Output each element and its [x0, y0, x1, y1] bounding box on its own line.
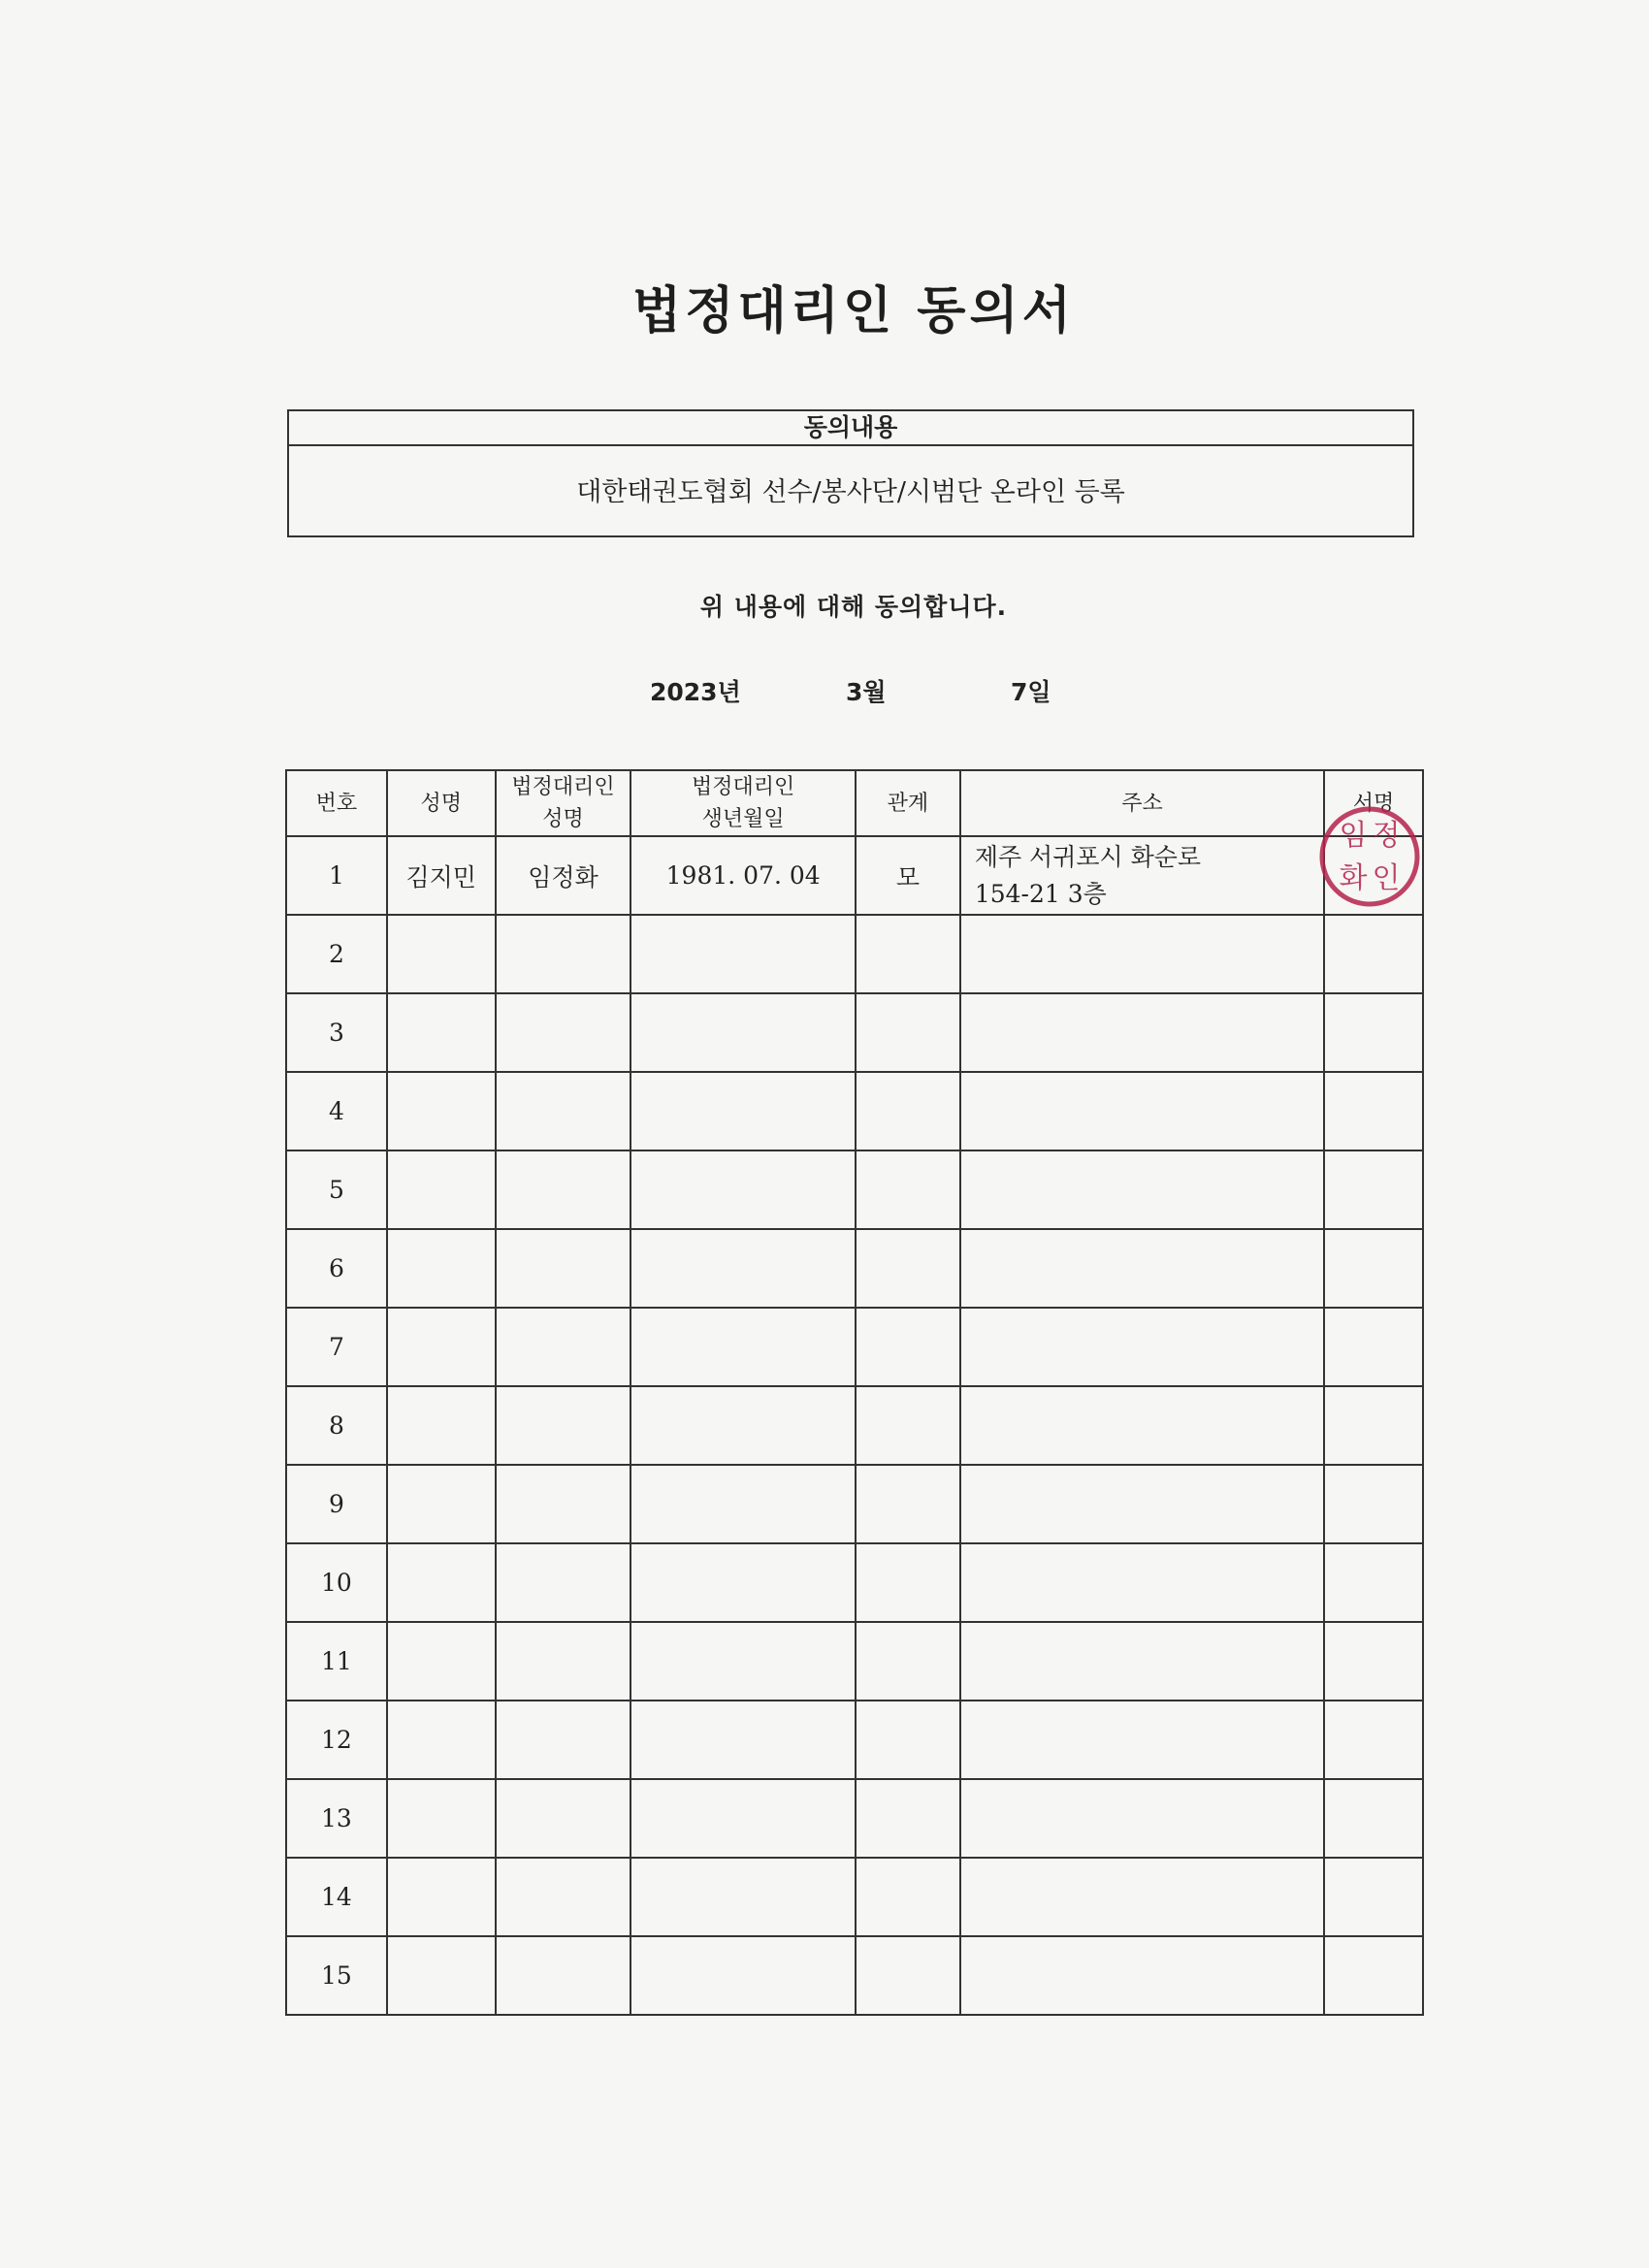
- table-row: [286, 1543, 1423, 1622]
- cell-relation: [856, 1308, 960, 1386]
- cell-guardian: [496, 1308, 631, 1386]
- cell-sign: [1324, 993, 1423, 1072]
- cell-no: 7: [286, 1308, 387, 1386]
- cell-name: [387, 1936, 496, 2015]
- cell-no: 9: [286, 1465, 387, 1543]
- cell-sign: [1324, 1072, 1423, 1150]
- cell-name: [387, 1622, 496, 1701]
- consent-header: 동의내용: [289, 411, 1412, 446]
- cell-address: [960, 1543, 1324, 1622]
- address-line-2: 154-21 3층: [974, 879, 1107, 908]
- cell-guardian: [496, 993, 631, 1072]
- agreement-statement: 위 내용에 대해 동의합니다.: [699, 593, 1008, 621]
- cell-sign: [1324, 915, 1423, 993]
- cell-birth: [630, 1386, 856, 1465]
- cell-guardian: [496, 1779, 631, 1858]
- cell-relation: [856, 1936, 960, 2015]
- header-guardian-birth: [630, 770, 856, 836]
- cell-guardian: [496, 915, 631, 993]
- cell-guardian: [496, 1072, 631, 1150]
- guardian-table: [285, 769, 1424, 2016]
- table-row: [286, 1150, 1423, 1229]
- cell-guardian: [496, 1622, 631, 1701]
- cell-address: [960, 1936, 1324, 2015]
- cell-no: 10: [286, 1543, 387, 1622]
- address-line-1: 제주 서귀포시 화순로: [974, 842, 1202, 871]
- table-row: [286, 1229, 1423, 1308]
- cell-birth: [630, 993, 856, 1072]
- cell-guardian: [496, 1386, 631, 1465]
- cell-sign: [1324, 1936, 1423, 2015]
- cell-no: 5: [286, 1150, 387, 1229]
- cell-name: [387, 1465, 496, 1543]
- cell-no: 14: [286, 1858, 387, 1936]
- svg-text:화: 화: [1339, 861, 1368, 895]
- table-row: [286, 1072, 1423, 1150]
- cell-address: [960, 1701, 1324, 1779]
- cell-relation: [856, 1779, 960, 1858]
- header-relation: 관계: [856, 770, 960, 836]
- svg-text:정: 정: [1372, 819, 1401, 853]
- cell-relation: [856, 1150, 960, 1229]
- cell-name: [387, 1308, 496, 1386]
- cell-guardian: [496, 1465, 631, 1543]
- cell-relation: [856, 1858, 960, 1936]
- cell-name: [387, 1543, 496, 1622]
- table-row: [286, 993, 1423, 1072]
- cell-birth: [630, 1622, 856, 1701]
- cell-sign: [1324, 819, 1423, 915]
- cell-address: [960, 1072, 1324, 1150]
- cell-sign: [1324, 1308, 1423, 1386]
- consent-box: [287, 409, 1414, 537]
- cell-address: [960, 836, 1324, 915]
- date-month: 3월: [846, 678, 887, 706]
- cell-guardian: [496, 1936, 631, 2015]
- cell-address: [960, 915, 1324, 993]
- cell-birth: [630, 1465, 856, 1543]
- consent-content: 대한태권도협회 선수/봉사단/시범단 온라인 등록: [576, 477, 1125, 507]
- cell-name: [387, 993, 496, 1072]
- cell-name: [387, 915, 496, 993]
- header-guardian-name-line1: 법정대리인: [511, 775, 615, 799]
- cell-no: 8: [286, 1386, 387, 1465]
- cell-guardian: [496, 1858, 631, 1936]
- cell-name: [387, 1072, 496, 1150]
- cell-birth: [630, 1543, 856, 1622]
- document-title: 법정대리인 동의서: [632, 282, 1075, 340]
- cell-address: [960, 1150, 1324, 1229]
- cell-relation: [856, 1072, 960, 1150]
- cell-birth: [630, 1150, 856, 1229]
- svg-text:인: 인: [1372, 861, 1401, 895]
- cell-no: 2: [286, 915, 387, 993]
- cell-name: [387, 1701, 496, 1779]
- cell-relation: [856, 915, 960, 993]
- header-address: 주소: [960, 770, 1324, 836]
- header-name: 성명: [387, 770, 496, 836]
- cell-address: [960, 1622, 1324, 1701]
- cell-no: 11: [286, 1622, 387, 1701]
- cell-sign: [1324, 1386, 1423, 1465]
- cell-sign: [1324, 1858, 1423, 1936]
- cell-birth: [630, 1779, 856, 1858]
- cell-relation: [856, 1701, 960, 1779]
- cell-birth: [630, 1858, 856, 1936]
- cell-name: [387, 1858, 496, 1936]
- cell-no: 15: [286, 1936, 387, 2015]
- cell-sign: [1324, 1229, 1423, 1308]
- cell-relation: [856, 1543, 960, 1622]
- cell-relation: 모: [856, 836, 960, 915]
- cell-guardian: 임정화: [496, 836, 631, 915]
- cell-no: 6: [286, 1229, 387, 1308]
- cell-name: 김지민: [387, 836, 496, 915]
- cell-birth: [630, 1072, 856, 1150]
- cell-address: [960, 1308, 1324, 1386]
- seal-stamp: [1317, 804, 1422, 909]
- cell-birth: [630, 1936, 856, 2015]
- cell-relation: [856, 993, 960, 1072]
- cell-relation: [856, 1386, 960, 1465]
- cell-address: [960, 1779, 1324, 1858]
- header-guardian-name: [496, 770, 631, 836]
- cell-address: [960, 1858, 1324, 1936]
- cell-no: 13: [286, 1779, 387, 1858]
- header-guardian-birth-line1: 법정대리인: [692, 775, 795, 799]
- date-year: 2023년: [650, 678, 741, 706]
- table-header-row: [286, 770, 1423, 836]
- cell-birth: [630, 1701, 856, 1779]
- cell-name: [387, 1779, 496, 1858]
- header-guardian-name-line2: 성명: [542, 807, 584, 831]
- cell-birth: [630, 1229, 856, 1308]
- cell-name: [387, 1229, 496, 1308]
- cell-no: 12: [286, 1701, 387, 1779]
- header-guardian-birth-line2: 생년월일: [701, 807, 785, 831]
- cell-name: [387, 1386, 496, 1465]
- cell-sign: [1324, 1779, 1423, 1858]
- cell-birth: 1981. 07. 04: [630, 836, 856, 915]
- cell-guardian: [496, 1701, 631, 1779]
- table-row: [286, 1308, 1423, 1386]
- cell-relation: [856, 1465, 960, 1543]
- table-row: [286, 836, 1423, 915]
- cell-sign: [1324, 1150, 1423, 1229]
- cell-relation: [856, 1229, 960, 1308]
- header-no: 번호: [286, 770, 387, 836]
- cell-address: [960, 1465, 1324, 1543]
- table-row: [286, 1936, 1423, 2015]
- cell-address: [960, 1386, 1324, 1465]
- cell-guardian: [496, 1150, 631, 1229]
- table-row: [286, 1701, 1423, 1779]
- header-sign: 서명: [1324, 770, 1423, 836]
- cell-address: [960, 993, 1324, 1072]
- cell-name: [387, 1150, 496, 1229]
- cell-no: 1: [286, 836, 387, 915]
- table-row: [286, 1386, 1423, 1465]
- table-row: [286, 1622, 1423, 1701]
- cell-sign: [1324, 1701, 1423, 1779]
- date-day: 7일: [1011, 678, 1051, 706]
- cell-guardian: [496, 1229, 631, 1308]
- cell-address: [960, 1229, 1324, 1308]
- cell-no: 4: [286, 1072, 387, 1150]
- cell-sign: [1324, 1543, 1423, 1622]
- cell-relation: [856, 1622, 960, 1701]
- cell-birth: [630, 915, 856, 993]
- table-row: [286, 1858, 1423, 1936]
- cell-guardian: [496, 1543, 631, 1622]
- table-row: [286, 915, 1423, 993]
- table-row: [286, 1465, 1423, 1543]
- cell-birth: [630, 1308, 856, 1386]
- cell-no: 3: [286, 993, 387, 1072]
- cell-sign: [1324, 1622, 1423, 1701]
- cell-sign: [1324, 1465, 1423, 1543]
- table-row: [286, 1779, 1423, 1858]
- svg-text:임: 임: [1339, 819, 1368, 853]
